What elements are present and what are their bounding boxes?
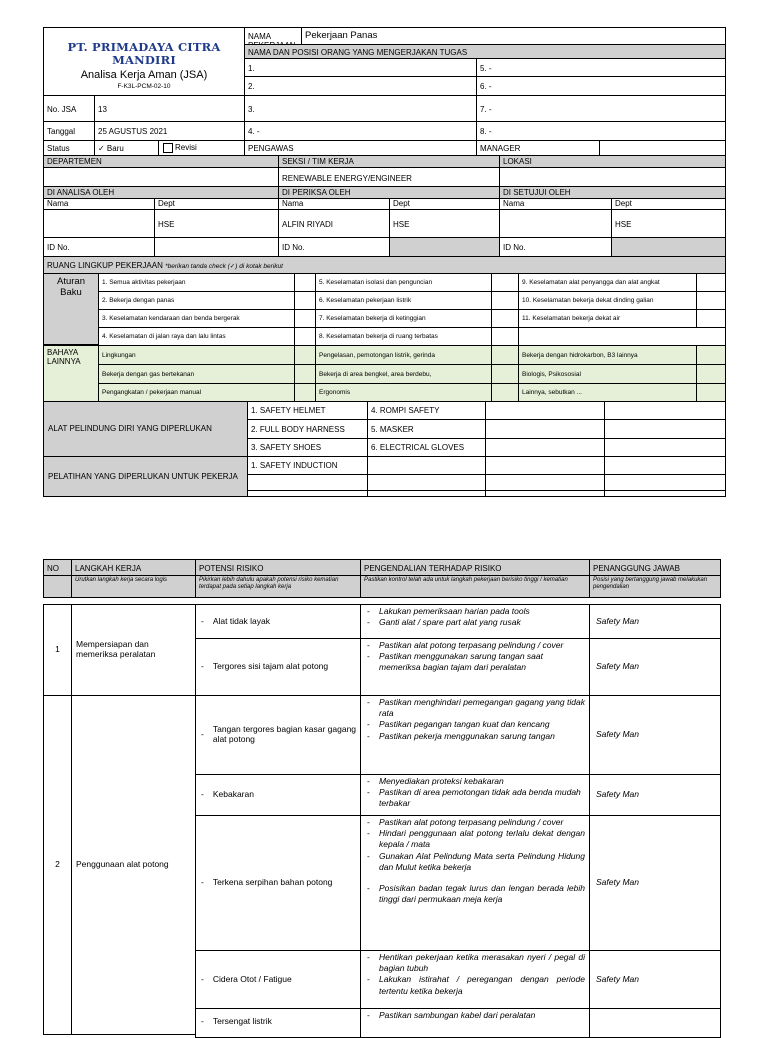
- step-2-controls-1: [360, 695, 590, 775]
- scope-check-9[interactable]: [696, 273, 726, 292]
- lokasi-label: LOKASI: [499, 155, 726, 168]
- bahaya-1-3: Pengangkatan / pekerjaan manual: [98, 383, 295, 402]
- bahaya-1-1: Lingkungan: [98, 345, 295, 365]
- setujui-nama-value[interactable]: [499, 209, 612, 238]
- training-empty-1c[interactable]: [604, 456, 726, 475]
- bahaya-check-1-2[interactable]: [294, 364, 316, 384]
- setujui-dept-value[interactable]: HSE: [611, 209, 726, 238]
- bahaya-lainnya-label: BAHAYA LAINNYA: [43, 345, 99, 402]
- scope-check-10[interactable]: [696, 291, 726, 310]
- nama-pekerjaan-label: NAMA: [244, 27, 302, 45]
- bahaya-check-3-1[interactable]: [696, 345, 726, 365]
- worker-6[interactable]: 6. -: [476, 76, 726, 96]
- setujui-nama-label: Nama: [499, 198, 612, 210]
- tanggal-label: Tanggal: [43, 121, 95, 141]
- analisa-idno-value[interactable]: [154, 237, 279, 257]
- analisa-dept-label: Dept: [154, 198, 279, 210]
- bahaya-check-2-1[interactable]: [491, 345, 519, 365]
- scope-check-5[interactable]: [491, 273, 519, 292]
- training-empty-2a[interactable]: [247, 474, 368, 497]
- step-2-risk-1: - Tangan tergores bagian kasar gagang alat potong: [195, 695, 361, 775]
- seksi-value[interactable]: RENEWABLE ENERGY/ENGINEER: [278, 167, 500, 187]
- pelatihan-label: PELATIHAN YANG DIPERLUKAN UNTUK PEKERJA: [43, 456, 248, 497]
- control-item: - Pastikan alat potong terpasang pelindung / cover: [379, 640, 585, 651]
- posisi-label: NAMA DAN POSISI ORANG YANG MENGERJAKAN TUGAS: [244, 44, 726, 59]
- worker-8[interactable]: 8. -: [476, 121, 726, 141]
- analisa-nama-value[interactable]: [43, 209, 155, 238]
- setujui-idno-label: ID No.: [499, 237, 612, 257]
- bahaya-2-1: Pengelasan, pemotongan listrik, gerinda: [315, 345, 492, 365]
- col-pengendalian-header: PENGENDALIAN TERHADAP RISIKO: [360, 559, 590, 576]
- worker-7[interactable]: 7. -: [476, 95, 726, 122]
- scope-item-7: 7. Keselamatan bekerja di ketinggian: [315, 309, 492, 328]
- col-pj-header: PENANGGUNG JAWAB: [589, 559, 721, 576]
- control-item: - Pastikan pekerja menggunakan sarung tangan: [379, 731, 585, 742]
- scope-item-8: 8. Keselamatan bekerja di ruang terbatas: [315, 327, 492, 346]
- scope-check-7[interactable]: [491, 309, 519, 328]
- training-empty-2c[interactable]: [485, 474, 605, 497]
- ruang-lingkup-hint: *berikan tanda check (✓) di kotak berikut: [165, 263, 283, 270]
- tanggal-value[interactable]: 25 AGUSTUS 2021: [94, 121, 245, 141]
- step-1-pj-1: Safety Man: [589, 604, 721, 639]
- bahaya-check-3-3[interactable]: [696, 383, 726, 402]
- no-jsa-label: No. JSA: [43, 95, 95, 122]
- step-2-risk-4: - Cidera Otot / Fatigue: [195, 950, 361, 1009]
- apd-label: ALAT PELINDUNG DIRI YANG DIPERLUKAN: [43, 401, 248, 457]
- periksa-dept-value[interactable]: HSE: [389, 209, 500, 238]
- apd-item-6[interactable]: 6. ELECTRICAL GLOVES: [367, 438, 486, 457]
- training-empty-2d[interactable]: [604, 474, 726, 497]
- training-empty-2b[interactable]: [367, 474, 486, 497]
- bahaya-check-2-2[interactable]: [491, 364, 519, 384]
- training-empty-1b[interactable]: [485, 456, 605, 475]
- scope-item-2: 2. Bekerja dengan panas: [98, 291, 295, 310]
- step-2-pj-4: Safety Man: [589, 950, 721, 1009]
- periksa-nama-value[interactable]: ALFIN RIYADI: [278, 209, 390, 238]
- apd-empty-1a[interactable]: [485, 401, 605, 420]
- step-2-risk-5: - Tersengat listrik: [195, 1008, 361, 1038]
- scope-item-3: 3. Keselamatan kendaraan dan benda bergerak: [98, 309, 295, 328]
- company-block: [43, 27, 245, 96]
- scope-check-4[interactable]: [294, 327, 316, 346]
- document-title: Analisa Kerja Aman (JSA): [80, 69, 208, 82]
- col-langkah-hint: Urutkan langkah kerja secara logis: [71, 575, 196, 598]
- no-jsa-value[interactable]: 13: [94, 95, 245, 122]
- step-1-controls-1: [360, 604, 590, 639]
- bahaya-3-2: Biologis, Psikososial: [518, 364, 697, 384]
- step-2-controls-5: [360, 1008, 590, 1038]
- control-item: - Pastikan di area pemotongan tidak ada benda mudah terbakar: [379, 787, 585, 809]
- aturan-baku-label: Aturan Baku: [43, 273, 99, 345]
- departemen-value[interactable]: [43, 167, 279, 187]
- apd-item-3[interactable]: 3. SAFETY SHOES: [247, 438, 368, 457]
- departemen-label: DEPARTEMEN: [43, 155, 279, 168]
- col-no-hint: [43, 575, 72, 598]
- scope-item-11: 11. Keselamatan bekerja dekat air: [518, 309, 697, 328]
- diperiksa-label: DI PERIKSA OLEH: [278, 186, 500, 199]
- training-item-1[interactable]: 1. SAFETY INDUCTION: [247, 456, 368, 475]
- status-baru-option[interactable]: [94, 140, 159, 156]
- step-1-controls-2: [360, 638, 590, 696]
- setujui-dept-label: Dept: [611, 198, 726, 210]
- scope-item-4: 4. Keselamatan di jalan raya dan lalu lintas: [98, 327, 295, 346]
- lokasi-value[interactable]: [499, 167, 726, 187]
- col-potensi-header: POTENSI RISIKO: [195, 559, 361, 576]
- control-item: - Ganti alat / spare part alat yang rusak: [379, 617, 585, 628]
- scope-check-2[interactable]: [294, 291, 316, 310]
- step-2-risk-2: - Kebakaran: [195, 774, 361, 816]
- periksa-nama-label: Nama: [278, 198, 390, 210]
- bahaya-3-3: Lainnya, sebutkan ...: [518, 383, 697, 402]
- scope-item-5: 5. Keselamatan isolasi dan penguncian: [315, 273, 492, 292]
- step-1-risk-2: - Tergores sisi tajam alat potong: [195, 638, 361, 696]
- pengawas-label: PENGAWAS: [244, 140, 477, 156]
- bahaya-check-1-1[interactable]: [294, 345, 316, 365]
- step-2-no: 2: [43, 695, 72, 1035]
- apd-empty-2b[interactable]: [604, 419, 726, 439]
- control-item: - Gunakan Alat Pelindung Mata serta Pelindung Hidung dan Mulut ketika bekerja: [379, 851, 585, 873]
- worker-3[interactable]: 3.: [244, 95, 477, 122]
- periksa-idno-label: ID No.: [278, 237, 390, 257]
- apd-empty-2a[interactable]: [485, 419, 605, 439]
- scope-check-6[interactable]: [491, 291, 519, 310]
- manager-label: MANAGER: [476, 140, 600, 156]
- step-1-risk-1: - Alat tidak layak: [195, 604, 361, 639]
- scope-item-10: 10. Keselamatan bekerja dekat dinding galian: [518, 291, 697, 310]
- training-empty-1a[interactable]: [367, 456, 486, 475]
- company-name: PT. PRIMADAYA CITRA MANDIRI: [67, 40, 221, 68]
- bahaya-check-1-3[interactable]: [294, 383, 316, 402]
- scope-item-9: 9. Keselamatan alat penyangga dan alat angkat: [518, 273, 697, 292]
- apd-item-2[interactable]: 2. FULL BODY HARNESS: [247, 419, 368, 439]
- scope-check-8[interactable]: [491, 327, 519, 346]
- control-item: - Lakukan istirahat / peregangan dengan periode tertentu ketika bekerja: [379, 974, 585, 996]
- step-2-pj-2: Safety Man: [589, 774, 721, 816]
- control-item: - Lakukan pemeriksaan harian pada tools: [379, 606, 585, 617]
- setujui-idno-value[interactable]: [611, 237, 726, 257]
- step-2-pj-5: [589, 1008, 721, 1038]
- col-potensi-hint: Pikirkan lebih dahulu apakah potensi risiko kematian terdapat pada setiap langkah kerja: [195, 575, 361, 598]
- analisa-dept-value[interactable]: HSE: [154, 209, 279, 238]
- step-1-no: 1: [43, 604, 72, 696]
- scope-item-empty: [518, 327, 726, 346]
- manager-value[interactable]: [599, 140, 726, 156]
- control-item: - Pastikan menghindari pemegangan gagang yang tidak rata: [379, 697, 585, 719]
- control-item: - Hentikan pekerjaan ketika merasakan nyeri / pegal di bagian tubuh: [379, 952, 585, 974]
- dianalisa-label: DI ANALISA OLEH: [43, 186, 279, 199]
- col-pengendalian-hint: Pastikan kontrol telah ada untuk langkah pekerjaan berisiko tinggi / kematian: [360, 575, 590, 598]
- worker-5[interactable]: 5. -: [476, 58, 726, 77]
- scope-item-6: 6. Keselamatan pekerjaan listrik: [315, 291, 492, 310]
- revisi-checkbox[interactable]: [163, 143, 173, 153]
- jsa-header-form: [43, 27, 726, 497]
- disetujui-label: DI SETUJUI OLEH: [499, 186, 726, 199]
- ruang-lingkup-header: [43, 256, 726, 274]
- status-label: Status: [43, 140, 95, 156]
- step-1-pj-2: Safety Man: [589, 638, 721, 696]
- col-no-header: NO: [43, 559, 72, 576]
- scope-check-3[interactable]: [294, 309, 316, 328]
- seksi-label: SEKSI / TIM KERJA: [278, 155, 500, 168]
- apd-item-1[interactable]: 1. SAFETY HELMET: [247, 401, 368, 420]
- bahaya-2-3: Ergonomis: [315, 383, 492, 402]
- scope-check-1[interactable]: [294, 273, 316, 292]
- status-baru-label: ✓ Baru: [98, 144, 124, 153]
- step-2-controls-3: [360, 815, 590, 951]
- bahaya-check-3-2[interactable]: [696, 364, 726, 384]
- step-2-pj-1: Safety Man: [589, 695, 721, 775]
- apd-empty-3b[interactable]: [604, 438, 726, 457]
- col-pj-hint: Posisi yang bertanggung jawab melakukan pengendalian: [589, 575, 721, 598]
- nama-pekerjaan-value[interactable]: Pekerjaan Panas: [301, 27, 726, 45]
- control-item: - Menyediakan proteksi kebakaran: [379, 776, 585, 787]
- step-2-risk-3: - Terkena serpihan bahan potong: [195, 815, 361, 951]
- analisa-idno-label: ID No.: [43, 237, 155, 257]
- periksa-dept-label: Dept: [389, 198, 500, 210]
- control-item: - Hindari penggunaan alat potong terlalu dekat dengan kepala / mata: [379, 828, 585, 850]
- document-code: F-K3L-PCM-02-10: [117, 83, 171, 91]
- bahaya-3-1: Bekerja dengan hidrokarbon, B3 lainnya: [518, 345, 697, 365]
- worker-1[interactable]: 1.: [244, 58, 477, 77]
- step-2-controls-2: [360, 774, 590, 816]
- worker-2[interactable]: 2.: [244, 76, 477, 96]
- training-row-divider: [247, 490, 726, 491]
- apd-item-5[interactable]: 5. MASKER: [367, 419, 486, 439]
- control-item: - Pastikan pegangan tangan kuat dan kencang: [379, 719, 585, 730]
- step-2-controls-4: [360, 950, 590, 1009]
- control-item: - Pastikan menggunakan sarung tangan saat memeriksa bagian tajam dari peralatan: [379, 651, 585, 673]
- worker-4[interactable]: 4. -: [244, 121, 477, 141]
- apd-item-4[interactable]: 4. ROMPI SAFETY: [367, 401, 486, 420]
- analisa-nama-label: Nama: [43, 198, 155, 210]
- bahaya-2-2: Bekerja di area bengkel, area berdebu,: [315, 364, 492, 384]
- step-1-langkah: Mempersiapan dan memeriksa peralatan: [71, 604, 196, 696]
- apd-empty-1b[interactable]: [604, 401, 726, 420]
- steps-table: [43, 559, 721, 1024]
- bahaya-check-2-3[interactable]: [491, 383, 519, 402]
- ruang-lingkup-title: RUANG LINGKUP PEKERJAAN: [47, 261, 163, 270]
- scope-item-1: 1. Semua aktivitas pekerjaan: [98, 273, 295, 292]
- scope-check-11[interactable]: [696, 309, 726, 328]
- periksa-idno-value[interactable]: [389, 237, 500, 257]
- step-2-pj-3: Safety Man: [589, 815, 721, 951]
- control-item: - Pastikan alat potong terpasang pelindung / cover: [379, 817, 585, 828]
- control-item: - Pastikan sambungan kabel dari peralatan: [379, 1010, 585, 1021]
- status-revisi-option[interactable]: [158, 140, 245, 156]
- col-langkah-header: LANGKAH KERJA: [71, 559, 196, 576]
- status-revisi-label: Revisi: [175, 143, 197, 153]
- step-2-langkah: Penggunaan alat potong: [71, 695, 196, 1035]
- control-item: - Posisikan badan tegak lurus dan lengan berada lebih tinggi dari permukaan meja kerja: [379, 883, 585, 905]
- bahaya-1-2: Bekerja dengan gas bertekanan: [98, 364, 295, 384]
- apd-empty-3a[interactable]: [485, 438, 605, 457]
